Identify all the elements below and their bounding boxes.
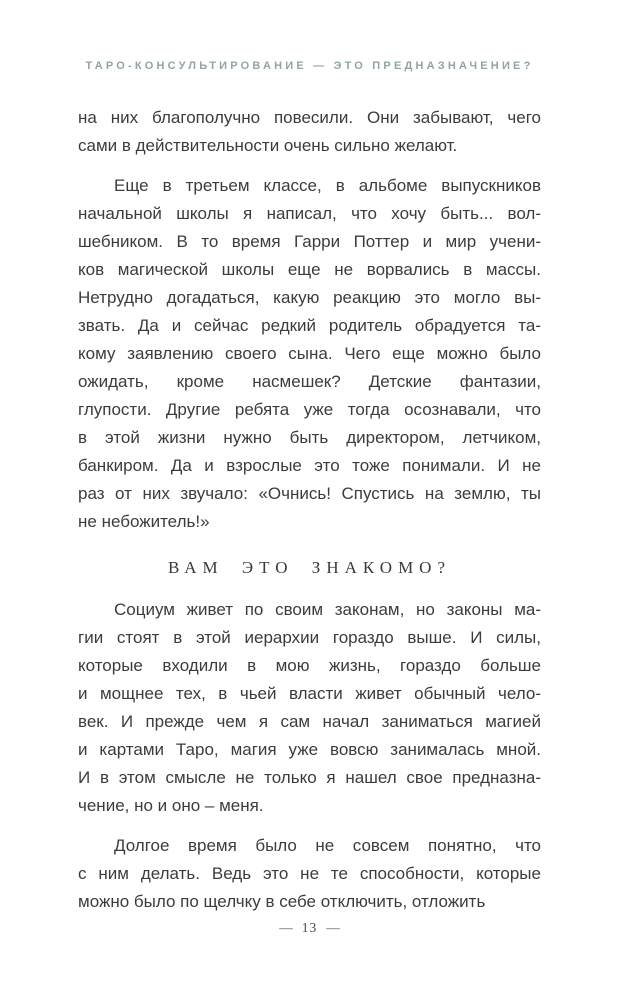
paragraph-line: глупости. Другие ребята уже тогда осознавали, что: [78, 400, 541, 419]
paragraph-line: и картами Таро, магия уже вовсю занималась мной.: [78, 740, 541, 759]
page-footer: [0, 920, 619, 936]
section-heading: ВАМ ЭТО ЗНАКОМО?: [167, 558, 452, 577]
paragraph-line: в этой жизни нужно быть директором, летчиком,: [78, 428, 541, 447]
paragraph-line: Социум живет по своим законам, но законы ма-: [114, 600, 541, 619]
paragraph-line: раз от них звучало: «Очнись! Спустись на землю, ты: [78, 484, 541, 503]
paragraph-line: не небожитель!»: [78, 512, 210, 531]
paragraph-line: начальной школы я написал, что хочу быть... вол-: [78, 204, 541, 223]
body-text: [78, 104, 541, 928]
paragraph-line: Нетрудно догадаться, какую реакцию это могло вы-: [78, 288, 541, 307]
footer-dash-left: —: [279, 920, 293, 935]
paragraph-line: сами в действительности очень сильно желают.: [78, 136, 458, 155]
paragraph-line: с ним делать. Ведь это не те способности, которые: [78, 864, 541, 883]
paragraph: [78, 596, 541, 820]
paragraph-line: шебником. В то время Гарри Поттер и мир учени-: [78, 232, 541, 251]
paragraph-line: звать. Да и сейчас редкий родитель обрадуется та-: [78, 316, 541, 335]
paragraph-line: на них благополучно повесили. Они забывают, чего: [78, 108, 541, 127]
paragraph-line: ожидать, кроме насмешек? Детские фантазии,: [78, 372, 541, 391]
paragraph-line: которые входили в мою жизнь, гораздо больше: [78, 656, 541, 675]
paragraph: [78, 832, 541, 916]
footer-dash-right: —: [326, 920, 340, 935]
paragraph-line: чение, но и оно – меня.: [78, 796, 264, 815]
paragraph-line: банкиром. Да и взрослые это тоже понимали. И не: [78, 456, 541, 475]
paragraph: [78, 104, 541, 160]
paragraph: [78, 172, 541, 536]
paragraph-line: век. И прежде чем я сам начал заниматься магией: [78, 712, 541, 731]
paragraph-line: гии стоят в этой иерархии гораздо выше. И силы,: [78, 628, 541, 647]
paragraph-line: Еще в третьем классе, в альбоме выпускников: [114, 176, 541, 195]
paragraph-line: Долгое время было не совсем понятно, что: [114, 836, 541, 855]
paragraph-line: и мощнее тех, в чьей власти живет обычный чело-: [78, 684, 541, 703]
paragraph-line: ков магической школы еще не ворвались в массы.: [78, 260, 541, 279]
paragraph-line: можно было по щелчку в себе отключить, отложить: [78, 892, 486, 911]
paragraph-line: кому заявлению своего сына. Чего еще можно было: [78, 344, 541, 363]
page-number: 13: [301, 920, 318, 935]
paragraph-line: И в этом смысле не только я нашел свое предназна-: [78, 768, 541, 787]
running-head: ТАРО-КОНСУЛЬТИРОВАНИЕ — ЭТО ПРЕДНАЗНАЧЕНИЕ?: [85, 60, 534, 72]
